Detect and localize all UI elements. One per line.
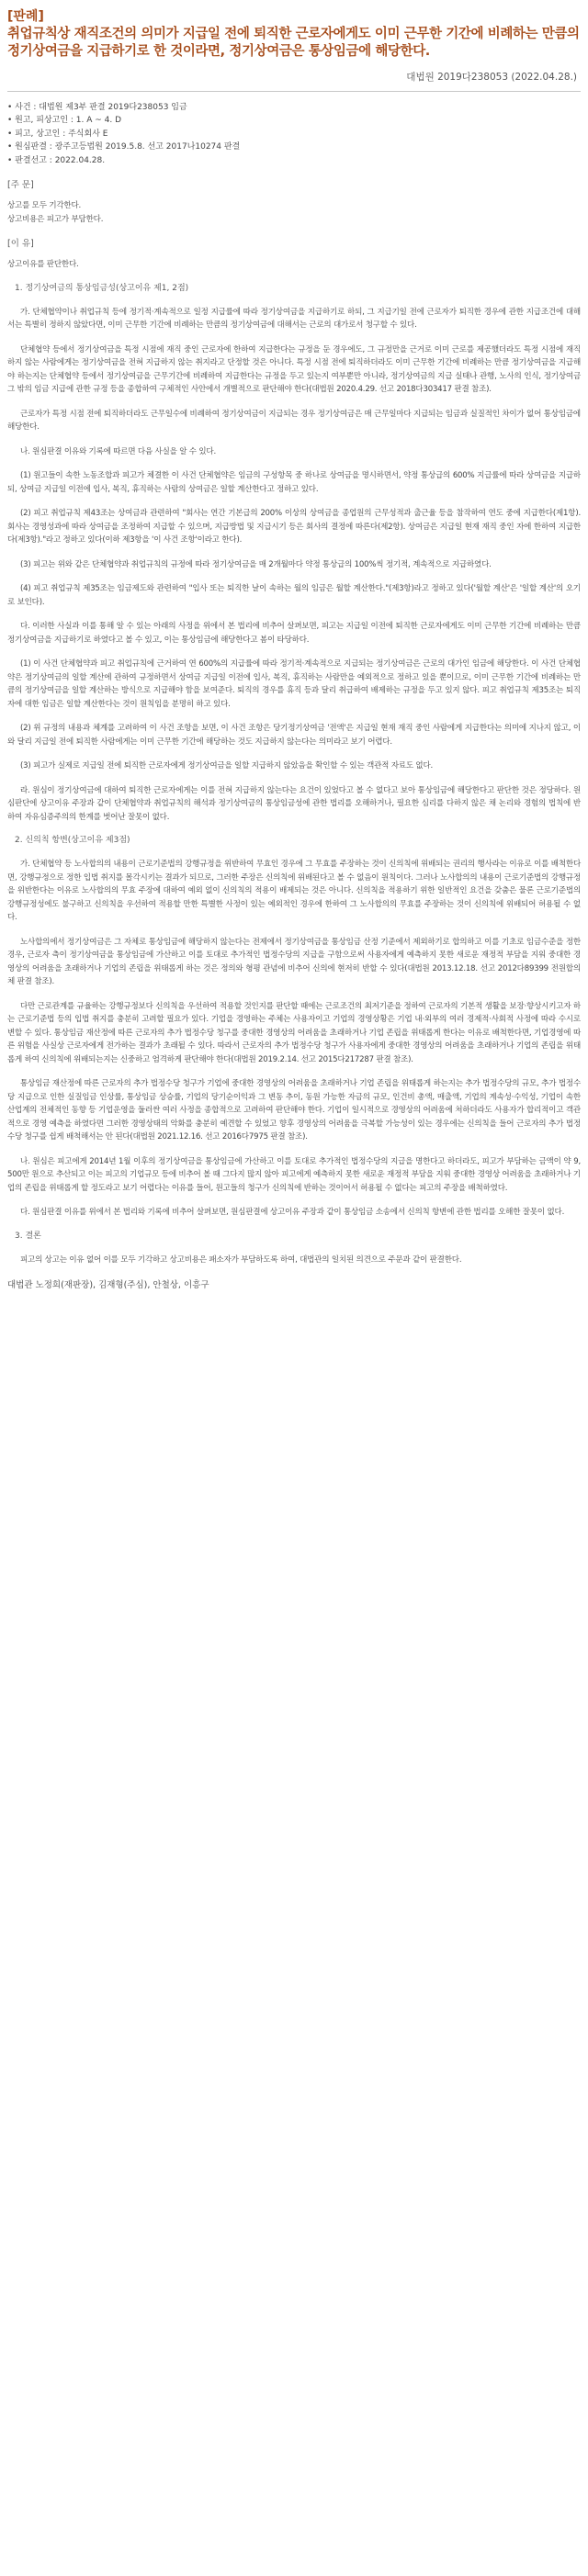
reasons-heading: [이 유] (7, 239, 34, 250)
section-heading-2: 2. 신의칙 항변(상고이유 제3점) (15, 836, 130, 846)
paragraph: 노사합의에서 정기상여금은 그 자체로 통상임금에 해당하지 않는다는 전제에서 정기상여금을 통상임금 산정 기준에서 제외하기로 합의하고 이를 기초로 임금수준을 정한 경우, 근로자 측이 정기상여금을 통상임금에 가산하고 이를 토대로 추가적인 법정수당의 지급을 구함으로써 사용자에게 예측하지 못한 새로운 재정적 부담을 지워 중대한 경영상의 어려움을 초래하거나 기업의 존립을 위태롭게 하는 것은 정의와 형평 관념에 비추어 신의에 현저히 반할 수 있다(대법원 2013.12.18. 선고 2012다89399 전원합의체 판결 참조). (7, 937, 581, 987)
paragraph: (3) 피고가 실제로 지급일 전에 퇴직한 근로자에게 정기상여금을 일할 지급하지 않았음을 확인할 수 있는 객관적 자료도 없다. (20, 761, 434, 771)
case-reference: 대법원 2019다238053 (2022.04.28.) (7, 66, 581, 92)
paragraph: 나. 원심은 피고에게 2014년 1월 이후의 정기상여금을 통상임금에 가산하고 이를 토대로 추가적인 법정수당의 지급을 명한다고 하더라도, 피고가 부담하는 금액이 약 9,500만 원으로 추산되고 이는 피고의 기업규모 등에 비추어 볼 때 그다지 많지 않아 피고에게 예측하지 못한 새로운 재정적 부담을 지워 중대한 경영상 어려움을 초래하거나 기업의 존립을 위태롭게 할 정도라고 보기 어렵다는 이유를 들어, 원고들의 청구가 신의칙에 반하는 것이어서 허용될 수 없다는 피고의 주장을 배척하였다. (7, 1156, 581, 1193)
paragraph: (4) 피고 취업규칙 제35조는 임금제도와 관련하여 "입사 또는 퇴직한 날이 속하는 월의 임금은 월할 계산한다."(제3항)라고 정하고 있다('월할 계산'은 '일할 계산'의 오기로 보인다). (7, 584, 581, 607)
paragraph: 다만 근로관계를 규율하는 강행규정보다 신의칙을 우선하여 적용할 것인지를 판단할 때에는 근로조건의 최저기준을 정하여 근로자의 기본적 생활을 보장·향상시키고자 하는 근로기준법 등의 입법 취지를 충분히 고려할 필요가 있다. 기업을 경영하는 주체는 사용자이고 기업의 경영상황은 기업 내·외부의 여러 경제적·사회적 사정에 따라 수시로 변할 수 있다. 통상임금 재산정에 따른 근로자의 추가 법정수당 청구를 중대한 경영상의 어려움을 초래하거나 기업 존립을 위태롭게 한다는 이유로 배척한다면, 기업경영에 따른 위험을 사실상 근로자에게 전가하는 결과가 초래될 수 있다. 따라서 근로자의 추가 법정수당 청구가 사용자에게 중대한 경영상의 어려움을 초래하거나 기업의 존립을 위태롭게 하여 신의칙에 위배되는지는 신중하고 엄격하게 판단해야 한다(대법원 2019.2.14. 선고 2015다217287 판결 참조). (7, 1001, 581, 1064)
section-label: [판례] (7, 9, 44, 24)
order-heading: [주 문] (7, 180, 34, 191)
meta-line: • 사건 : 대법원 제3부 판결 2019다238053 임금 (7, 103, 187, 112)
paragraph: (1) 이 사건 단체협약과 피고 취업규칙에 근거하여 연 600%의 지급률에 따라 정기적·계속적으로 지급되는 정기상여금은 근로의 대가인 임금에 해당한다. 이 사건 단체협약은 정기상여금의 일할 계산에 관하여 규정하면서 상여금 지급일 이전에 입사, 복직, 휴직하는 사람만을 예외적으로 정하고 있을 뿐이므로, 이미 근무한 기간에 비례하는 만큼의 정기상여금을 일할 계산하는 방식으로 지급해야 함을 보여준다. 퇴직의 경우를 휴직 등과 달리 취급하여 배제하는 규정을 두고 있지 않다. 피고 취업규칙 제35조는 퇴직자에 대한 임금은 일할 계산한다는 것이 원칙임을 분명히 하고 있다. (7, 659, 581, 709)
paragraph: 라. 원심이 정기상여금에 대하여 퇴직한 근로자에게는 이를 전혀 지급하지 않는다는 요건이 있었다고 볼 수 없다고 보아 통상임금에 해당한다고 판단한 것은 정당하다. 원심판단에 상고이유 주장과 같이 단체협약과 취업규칙의 해석과 정기상여금의 통상임금성에 관한 법리를 오해하거나, 필요한 심리를 다하지 않은 채 논리와 경험의 법칙에 반하여 자유심증주의의 한계를 벗어난 잘못이 없다. (7, 785, 581, 822)
paragraph: 가. 단체협약 등 노사합의의 내용이 근로기준법의 강행규정을 위반하여 무효인 경우에 그 무효를 주장하는 것이 신의칙에 위배되는 권리의 행사라는 이유로 이를 배척한다면, 강행규정으로 정한 입법 취지를 몰각시키는 결과가 되므로, 그러한 주장은 신의칙에 위배된다고 볼 수 없음이 원칙이다. 그러나 노사합의의 내용이 근로기준법의 강행규정을 위반한다는 이유로 노사합의의 무효 주장에 대하여 예외 없이 신의칙의 적용이 배제되는 것은 아니다. 신의칙을 적용하기 위한 일반적인 요건을 갖춤은 물론 근로기준법의 강행규정성에도 불구하고 신의칙을 우선하여 적용할 만한 특별한 사정이 있는 예외적인 경우에 한하여 그 노사합의의 무효를 주장하는 것이 신의칙에 위배되어 허용될 수 없다. (7, 860, 581, 923)
page-title: 취업규칙상 재직조건의 의미가 지급일 전에 퇴직한 근로자에게도 이미 근무한 기간에 비례하는 만큼의 정기상여금을 지급하기로 한 것이라면, 정기상여금은 통상임금에 해당한다. (7, 27, 580, 59)
meta-line: • 판결선고 : 2022.04.28. (7, 155, 106, 165)
meta-line: • 피고, 상고인 : 주식회사 E (7, 129, 108, 139)
paragraph: 나. 원심판결 이유와 기록에 따르면 다음 사실을 알 수 있다. (20, 446, 216, 456)
order-body (7, 199, 581, 226)
case-meta (7, 101, 581, 167)
paragraph: 단체협약 등에서 정기상여금을 특정 시점에 재직 중인 근로자에 한하여 지급한다는 규정을 둔 경우에도, 그 규정만을 근거로 이미 근로를 제공했더라도 특정 시점에 재직하지 않는 사람에게는 정기상여금을 전혀 지급하지 않는 취지라고 단정할 것은 아니다. 특정 시점 전에 퇴직하더라도 이미 근무한 기간에 비례하는 만큼 정기상여금을 지급해야 하는지는 단체협약 등에서 정기상여금을 근무기간에 비례하여 지급한다는 규정을 두고 있는지 여부뿐만 아니라, 정기상여금의 지급 실태나 관행, 노사의 인식, 정기상여금 그 밖의 임금 지급에 관한 규정 등을 종합하여 구체적인 사안에서 개별적으로 판단해야 한다(대법원 2020.4.29. 선고 2018다303417 판결 참조). (7, 344, 581, 395)
reasons-intro: 상고이유를 판단한다. (7, 260, 79, 270)
meta-line: • 원고, 피상고인 : 1. A ~ 4. D (7, 116, 122, 126)
paragraph: (3) 피고는 위와 같은 단체협약과 취업규칙의 규정에 따라 정기상여금을 매 2개월마다 약정 통상급의 100%씩 정기적, 계속적으로 지급하였다. (20, 559, 492, 569)
order-line: 상고비용은 피고가 부담한다. (7, 214, 104, 224)
paragraph: (2) 위 규정의 내용과 체계를 고려하여 이 사건 조항을 보면, 이 사건 조항은 당기정기상여금 '전액'은 지급일 현재 재직 중인 사람에게 지급한다는 의미에 지나지 않고, 이와 달리 지급일 전에 퇴직한 사람에게는 이미 근무한 기간에 해당하는 것도 지급하지 않는다는 의미라고 보기 어렵다. (7, 724, 581, 747)
section-heading-1: 1. 정기상여금의 통상임금성(상고이유 제1, 2점) (15, 283, 189, 293)
meta-line: • 원심판결 : 광주고등법원 2019.5.8. 선고 2017나10274 판결 (7, 142, 241, 152)
paragraph: (2) 피고 취업규칙 제43조는 상여금과 관련하여 "회사는 연간 기본급의 200% 이상의 상여금을 종업원의 근무성적과 출근율 등을 참작하여 연도 중에 지급한다(제1항). 회사는 경영성과에 따라 상여금을 조정하여 지급할 수 있으며, 지급방법 및 지급시기 등은 회사의 결정에 따른다(제2항). 상여금은 지급일 현재 재직 중인 자에 한하여 지급한다(제3항)."라고 정하고 있다(이하 제3항을 '이 사건 조항'이라고 한다). (7, 509, 581, 546)
paragraph: (1) 원고들이 속한 노동조합과 피고가 체결한 이 사건 단체협약은 임금의 구성항목 중 하나로 상여금을 명시하면서, 약정 통상급의 600% 지급률에 따라 상여금을 지급하되, 상여금 지급일 이전에 입사, 복직, 휴직하는 사람의 상여금은 일할 계산한다고 정하고 있다. (7, 471, 581, 494)
paragraph: 가. 단체협약이나 취업규칙 등에 정기적·계속적으로 일정 지급률에 따라 정기상여금을 지급하기로 하되, 그 지급기일 전에 근로자가 퇴직한 경우에 관한 지급조건에 대해서는 특별히 정하지 않았다면, 이미 근무한 기간에 비례하는 만큼의 정기상여금에 대해서는 근로의 대가로서 청구할 수 있다. (7, 307, 581, 331)
paragraph: 다. 이러한 사실과 이를 통해 알 수 있는 아래의 사정을 위에서 본 법리에 비추어 살펴보면, 피고는 지급일 이전에 퇴직한 근로자에게도 이미 근무한 기간에 비례하는 만큼 정기상여금을 지급하기로 하였다고 볼 수 있고, 이는 통상임금에 해당한다고 봄이 타당하다. (7, 622, 581, 645)
paragraph: 다. 원심판결 이유를 위에서 본 법리와 기록에 비추어 살펴보면, 원심판결에 상고이유 주장과 같이 통상임금 소송에서 신의칙 항변에 관한 법리를 오해한 잘못이 없다. (20, 1208, 565, 1218)
paragraph: 피고의 상고는 이유 없어 이를 모두 기각하고 상고비용은 패소자가 부담하도록 하여, 대법관의 일치된 의견으로 주문과 같이 판결한다. (20, 1254, 462, 1265)
section-heading-3: 3. 결론 (15, 1231, 41, 1241)
paragraph: 근로자가 특정 시점 전에 퇴직하더라도 근무일수에 비례하여 정기상여금이 지급되는 경우 정기상여금은 매 근무일마다 지급되는 임금과 실질적인 차이가 없어 통상임금에 해당한다. (7, 409, 581, 433)
order-line: 상고를 모두 기각한다. (7, 201, 82, 211)
judges-list: 대법관 노정희(재판장), 김재형(주심), 안철상, 이흥구 (7, 1280, 209, 1291)
paragraph: 통상임금 재산정에 따른 근로자의 추가 법정수당 청구가 기업에 중대한 경영상의 어려움을 초래하거나 기업 존립을 위태롭게 하는지는 추가 법정수당의 규모, 추가 법정수당 지급으로 인한 실질임금 인상률, 통상임금 상승률, 기업의 당기순이익과 그 변동 추이, 동원 가능한 자금의 규모, 인건비 총액, 매출액, 기업의 계속성·수익성, 기업이 속한 산업계의 전체적인 동향 등 기업운영을 둘러싼 여러 사정을 종합적으로 고려하여 판단해야 한다. 기업이 일시적으로 경영상의 어려움에 처하더라도 사용자가 합리적이고 객관적으로 경영 예측을 하였다면 그러한 경영상태의 악화를 충분히 예견할 수 있었고 향후 경영상의 어려움을 극복할 가능성이 있는 경우에는 신의칙을 들어 근로자의 추가 법정수당 청구를 쉽게 배척해서는 안 된다(대법원 2021.12.16. 선고 2016다7975 판결 참조). (7, 1079, 581, 1142)
